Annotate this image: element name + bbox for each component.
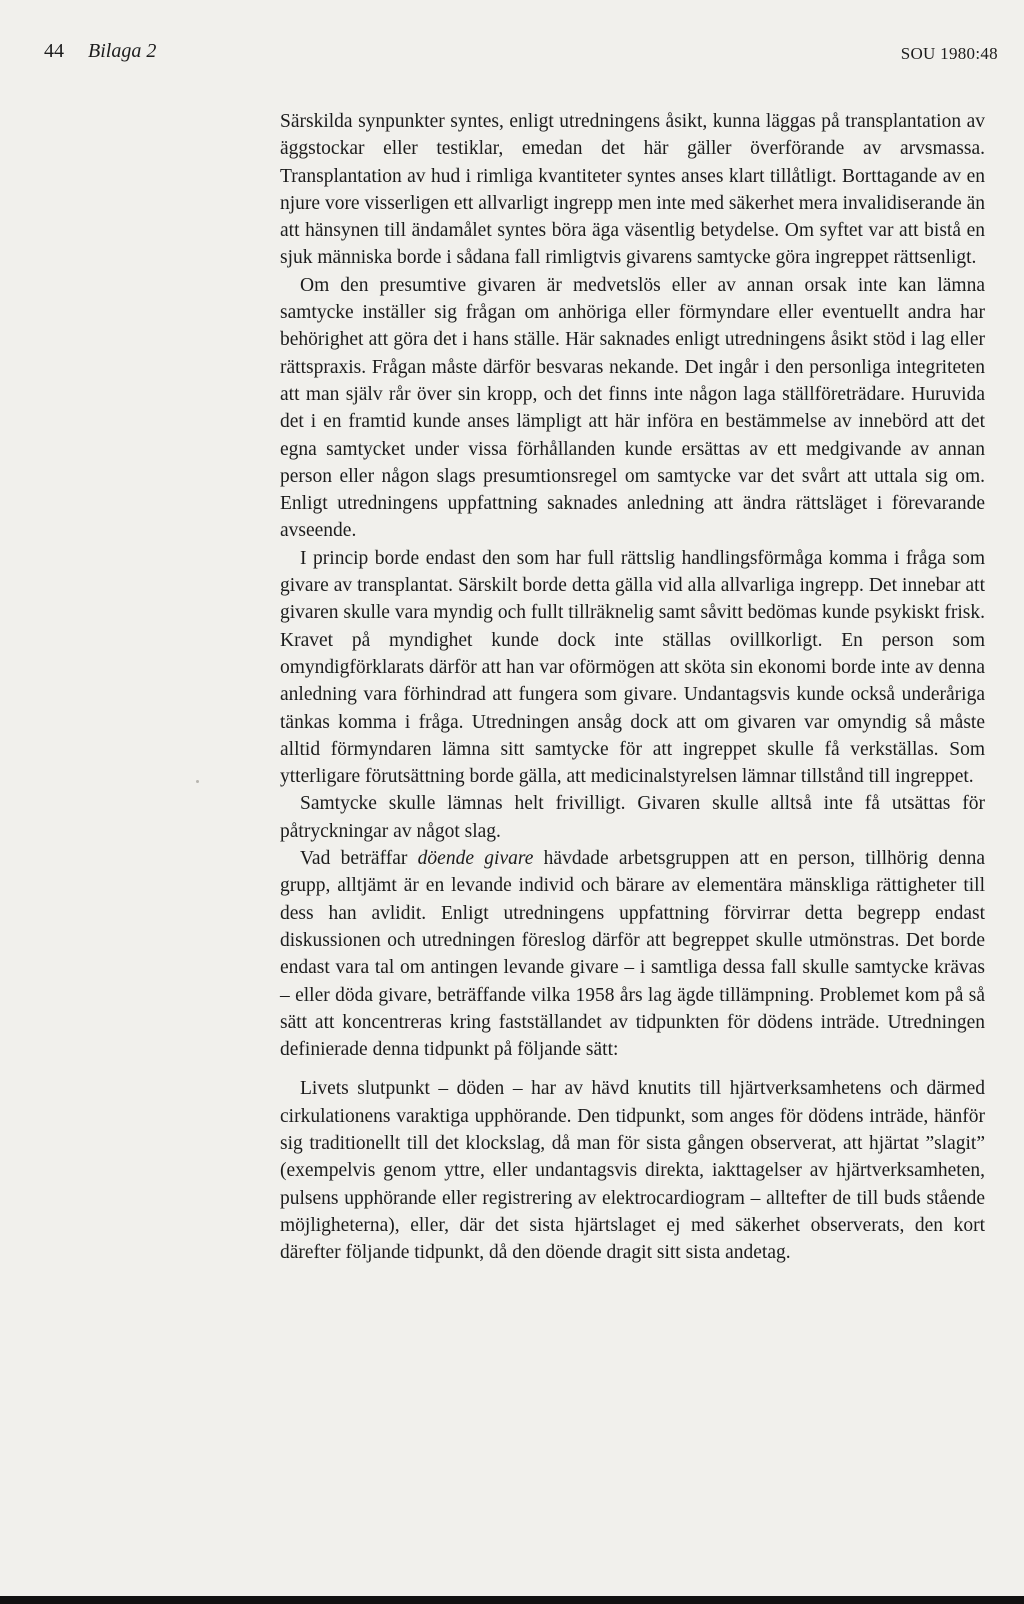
margin-speck — [196, 780, 199, 783]
paragraph-unconscious-donor: Om den presumtive givaren är medvetslös eller av annan orsak inte kan lämna samtycke inställer sig frågan om anhöriga eller förmyndare eller eventuellt andra har behörighet att göra det i hans ställe. Här saknades enligt utredningens åsikt stöd i lag eller rättspraxis. Frågan måste därför besvaras nekande. Det ingår i den personliga integriteten att man själv rår över sin kropp, och det finns inte någon laga ställföreträdare. Huruvida det i en framtid kunde anses lämpligt att här införa en bestämmelse av innebörd att det egna samtycket under vissa förhållanden kunde ersättas av ett medgivande av annan person eller någon slags presumtionsregel om samtycke var det svårt att uttala sig om. Enligt utredningens uppfattning saknades anledning att ändra rättsläget i förevarande avseende. — [280, 274, 985, 542]
paragraph-special-views: Särskilda synpunkter syntes, enligt utredningens åsikt, kunna läggas på transplantation av äggstockar eller testiklar, emedan det här gäller överförande av arvsmassa. Transplantation av hud i rimliga kvantiteter syntes anses klart tillåtligt. Borttagande av en njure vore visserligen ett allvarligt ingrepp men inte med säkerhet mera invalidiserande än att hänsynen till ändamålet syntes böra äga väsentlig betydelse. Om syftet var att bistå en sjuk människa borde i sådana fall rimligtvis givarens samtycke göra ingreppet rättsenligt. — [280, 111, 985, 269]
dying-donor-lead: Vad beträffar — [300, 848, 418, 870]
paragraph-dying-donor — [280, 845, 985, 1063]
bottom-scan-edge — [0, 1596, 1024, 1604]
paragraph-legal-capacity: I princip borde endast den som har full rättslig handlingsförmåga komma i fråga som givare av transplantat. Särskilt borde detta gälla vid alla allvarliga ingrepp. Det innebar att givaren skulle vara myndig och fullt tillräknelig samt såvitt bedömas kunde psykiskt frisk. Kravet på myndighet kunde dock inte ställas ovillkorligt. En person som omyndigförklarats därför att han var oförmögen att sköta sin ekonomi borde inte av denna anledning vara förhindrad att fungera som givare. Undantagsvis kunde också underåriga tänkas komma i fråga. Utredningen ansåg dock att om givaren var omyndig så måste alltid förmyndaren lämna sitt samtycke för att ingreppet skulle få verkställas. Som ytterligare förutsättning borde gälla, att medicinalstyrelsen lämnar tillstånd till ingreppet. — [280, 547, 985, 788]
report-id: SOU 1980:48 — [900, 44, 998, 63]
page-header — [44, 40, 998, 70]
dying-donor-rest: hävdade arbetsgruppen att en person, tillhörig denna grupp, alltjämt är en levande individ och bärare av elementära mänskliga rättigheter till dess han avlidit. Enligt utredningens uppfattning förvirrar detta begrepp endast diskussionen och utredningen föreslog därför att begreppet skulle utmönstras. Det borde endast vara tal om antingen levande givare – i samtliga dessa fall skulle samtycke krävas – eller döda givare, beträffande vilka 1958 års lag ägde tillämpning. Problemet kom på så sätt att koncentreras kring fastställandet av tidpunkten för dödens inträde. Utredningen definierade denna tidpunkt på följande sätt: — [280, 848, 985, 1061]
definition-quote: Livets slutpunkt – döden – har av hävd knutits till hjärtverksamhetens och därmed cirkulationens varaktiga upphörande. Den tidpunkt, som anges för dödens inträde, hänför sig traditionellt till det klockslag, då man för sista gången observerat, att hjärtat ”slagit” (exempelvis genom yttre, eller undantagsvis direkta, iakttagelser av hjärtverksamheten, pulsens upphörande eller registrering av elektrocardiogram – alltefter de till buds stående möjligheterna), eller, där det sista hjärtslaget ej med säkerhet observerats, den kort därefter följande tidpunkt, då den döende dragit sitt sista andetag. — [280, 1078, 985, 1264]
dying-donor-term: döende givare — [417, 848, 534, 870]
page-number: 44 — [44, 40, 64, 62]
paragraph-voluntary-consent: Samtycke skulle lämnas helt frivilligt. Givaren skulle alltså inte få utsättas för påtryckningar av något slag. — [280, 793, 985, 842]
appendix-label: Bilaga 2 — [88, 40, 157, 62]
body-text — [280, 108, 985, 1266]
